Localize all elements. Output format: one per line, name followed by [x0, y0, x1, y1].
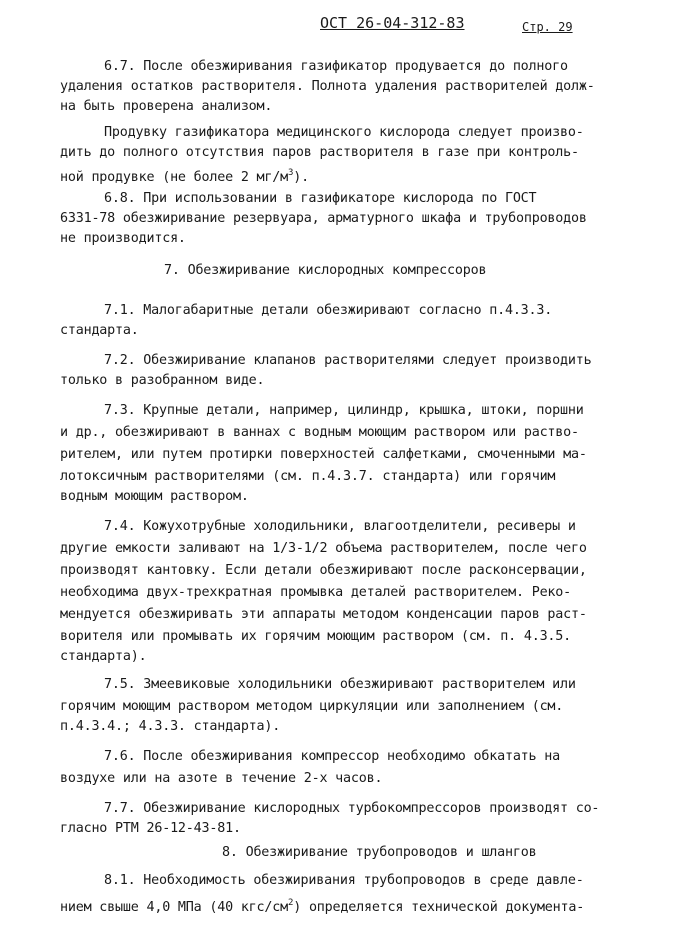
text-line: 7.7. Обезжиривание кислородных турбокомпрессоров производят со- [104, 801, 600, 816]
text-line: 6.8. При использовании в газификаторе кислорода по ГОСТ [104, 191, 537, 206]
text-line: горячим моющим раствором методом циркуляции или заполнением (см. [60, 699, 564, 714]
document-number: ОСТ 26-04-312-83 [320, 14, 465, 32]
text-line [60, 894, 584, 917]
section-heading: 8. Обезжиривание трубопроводов и шлангов [222, 845, 537, 860]
text-line: 7.1. Малогабаритные детали обезжиривают согласно п.4.3.3. [104, 303, 553, 318]
text-line: ворителя или промывать их горячим моющим раствором (см. п. 4.3.5. [60, 629, 572, 644]
text-line: 8.1. Необходимость обезжиривания трубопроводов в среде давле- [104, 873, 584, 888]
text-fragment: ) определяется технической документа- [293, 900, 585, 915]
text-line: производят кантовку. Если детали обезжиривают после расконсервации, [60, 563, 587, 578]
text-line: удаления остатков растворителя. Полнота удаления растворителей долж- [60, 79, 595, 94]
text-line: рителем, или путем протирки поверхностей салфетками, смоченными ма- [60, 447, 587, 462]
text-line: лотоксичным растворителями (см. п.4.3.7. стандарта) или горячим [60, 469, 556, 484]
text-line: 7.5. Змеевиковые холодильники обезжиривают растворителем или [104, 677, 576, 692]
text-line: 7.6. После обезжиривания компрессор необходимо обкатать на [104, 749, 560, 764]
text-line: п.4.3.4.; 4.3.3. стандарта). [60, 719, 281, 734]
text-fragment: ной продувке (не более 2 мг/м [60, 170, 288, 185]
text-line: и др., обезжиривают в ваннах с водным моющим раствором или раство- [60, 425, 579, 440]
text-line: Продувку газификатора медицинского кислорода следует произво- [104, 125, 584, 140]
superscript: 2 [288, 898, 294, 908]
text-line: другие емкости заливают на 1/3-1/2 объема растворителем, после чего [60, 541, 587, 556]
text-line: водным моющим раствором. [60, 489, 249, 504]
text-line: гласно РТМ 26-12-43-81. [60, 821, 241, 836]
page-number: Стр. 29 [522, 20, 573, 34]
text-fragment: нием свыше 4,0 МПа (40 кгс/см [60, 900, 288, 915]
text-line: на быть проверена анализом. [60, 99, 273, 114]
text-fragment: ). [293, 170, 309, 185]
text-line: воздухе или на азоте в течение 2-х часов. [60, 771, 383, 786]
text-line: стандарта. [60, 323, 139, 338]
text-line: не производится. [60, 231, 186, 246]
text-line: только в разобранном виде. [60, 373, 265, 388]
text-line: 6331-78 обезжиривание резервуара, арматурного шкафа и трубопроводов [60, 211, 587, 226]
text-line: 7.2. Обезжиривание клапанов растворителями следует производить [104, 353, 592, 368]
text-line: необходима двух-трехкратная промывка деталей растворителем. Реко- [60, 585, 572, 600]
text-line: стандарта). [60, 649, 147, 664]
text-line: 7.4. Кожухотрубные холодильники, влагоотделители, ресиверы и [104, 519, 576, 534]
section-heading: 7. Обезжиривание кислородных компрессоров [164, 263, 487, 278]
superscript: 3 [288, 168, 294, 178]
text-line [60, 164, 309, 187]
text-line: 6.7. После обезжиривания газификатор продувается до полного [104, 59, 568, 74]
text-line: 7.3. Крупные детали, например, цилиндр, крышка, штоки, поршни [104, 403, 584, 418]
text-line: дить до полного отсутствия паров растворителя в газе при контроль- [60, 145, 579, 160]
text-line: мендуется обезжиривать эти аппараты методом конденсации паров раст- [60, 607, 587, 622]
